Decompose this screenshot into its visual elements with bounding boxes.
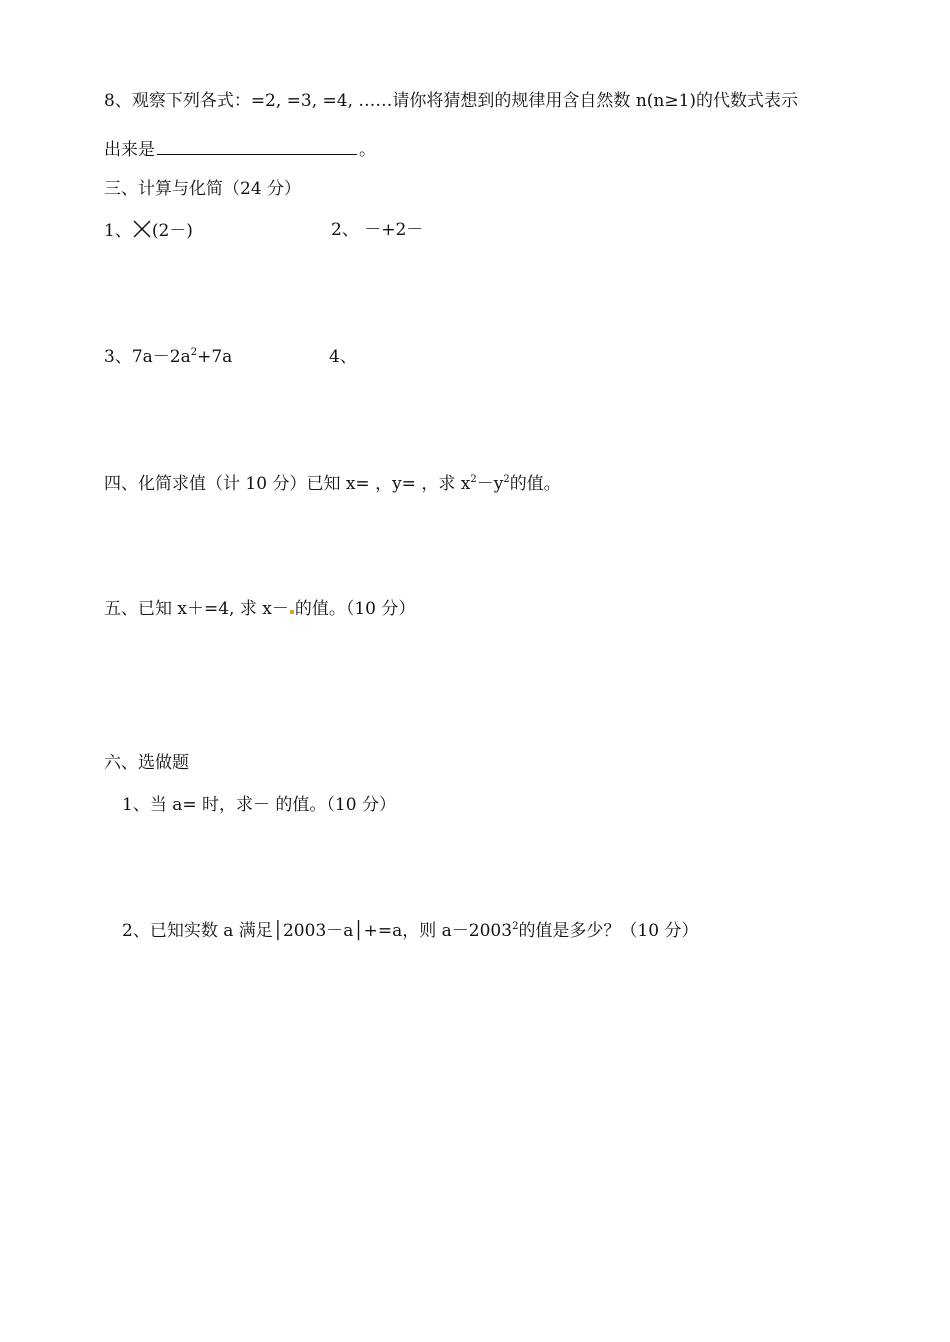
section-4-text-a: 四、化简求值（计 10 分）已知 x= ，y= ，求 x [104, 474, 471, 494]
section-6-question-2-text-b: 的值是多少？（10 分） [518, 921, 699, 941]
problem-3-exponent: 2 [190, 347, 198, 358]
answer-blank [157, 138, 357, 155]
section-6-question-2 [122, 920, 698, 942]
highlight-mark [290, 610, 294, 614]
section-4-text-b: －y [476, 474, 504, 494]
section-3-problem-2 [331, 219, 423, 241]
section-6-question-1 [122, 794, 396, 816]
section-4-exponent-2: 2 [503, 474, 510, 485]
section-3-problem-4 [329, 346, 357, 368]
section-5-text-a: 五、已知 x＋=4, 求 x－ [104, 599, 289, 619]
section-4-text-c: 的值。 [509, 474, 561, 494]
question-8-text: 8、观察下列各式：=2, =3, =4, ……请你将猜想到的规律用含自然数 n(n≥1)的代数式表示 [104, 91, 799, 111]
problem-3-expression-b: +7a [197, 347, 233, 367]
question-8-prefix: 出来是 [104, 140, 155, 160]
section-4 [104, 473, 561, 495]
question-8-line-1 [104, 90, 798, 112]
problem-4-label: 4、 [329, 347, 357, 367]
section-6-question-2-exponent: 2 [512, 921, 519, 932]
problem-3-expression-a: 3、7a－2a [104, 347, 191, 367]
multiply-icon [132, 219, 152, 239]
question-8-line-2 [104, 138, 376, 161]
section-6-question-2-text-a: 2、已知实数 a 满足│2003－a│+=a，则 a－2003 [122, 921, 513, 941]
section-3-problem-3 [104, 346, 232, 368]
problem-2-expression: 2、 －+2－ [331, 220, 424, 240]
section-3-problem-1 [104, 219, 193, 242]
question-8-suffix: 。 [359, 140, 376, 160]
section-6-heading [104, 752, 189, 774]
problem-1-expression: (2－) [151, 221, 193, 241]
section-5-text-b: 的值。（10 分） [294, 599, 416, 619]
section-6-question-1-text: 1、当 a= 时，求－ 的值。（10 分） [122, 795, 396, 815]
section-4-exponent-1: 2 [470, 474, 477, 485]
section-3-title: 三、计算与化简（24 分） [104, 179, 302, 199]
problem-1-label: 1、 [104, 221, 132, 241]
section-6-title: 六、选做题 [104, 753, 189, 773]
section-5 [104, 598, 415, 620]
section-3-heading [104, 178, 301, 200]
